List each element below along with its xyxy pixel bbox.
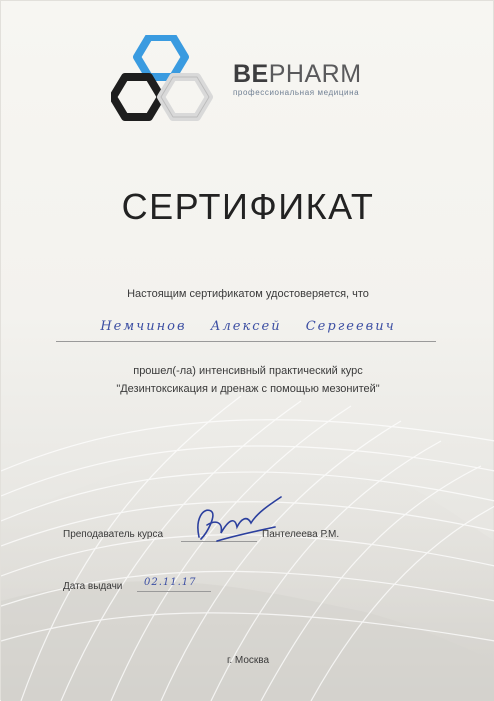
- course-statement: прошел(-ла) интенсивный практический курс: [133, 365, 363, 377]
- issue-date-label: Дата выдачи: [63, 581, 123, 592]
- recipient-name-underline: [56, 341, 436, 342]
- certificate-intro: Настоящим сертификатом удостоверяется, что: [127, 288, 369, 300]
- background-wave-pattern: [1, 1, 494, 701]
- brand-name-light: PHARM: [268, 60, 362, 88]
- brand-name: [233, 61, 403, 87]
- lecturer-label: Преподаватель курса: [63, 529, 164, 540]
- handwritten-signature-icon: [177, 489, 287, 549]
- course-title: "Дезинтоксикация и дренаж с помощью мезонитей": [116, 383, 380, 395]
- issue-city: г. Москва: [226, 655, 270, 666]
- certificate-title: СЕРТИФИКАТ: [121, 186, 375, 227]
- bepharm-logo-icon: [111, 35, 221, 125]
- issue-date-underline: [137, 591, 211, 592]
- recipient-name: Немчинов Алексей Сергеевич: [100, 319, 396, 334]
- brand-name-bold: BE: [233, 60, 269, 88]
- brand-tagline: профессиональная медицина: [233, 88, 360, 97]
- lecturer-name: Пантелеева Р.М.: [262, 529, 340, 540]
- issue-date-value: 02.11.17: [144, 577, 197, 588]
